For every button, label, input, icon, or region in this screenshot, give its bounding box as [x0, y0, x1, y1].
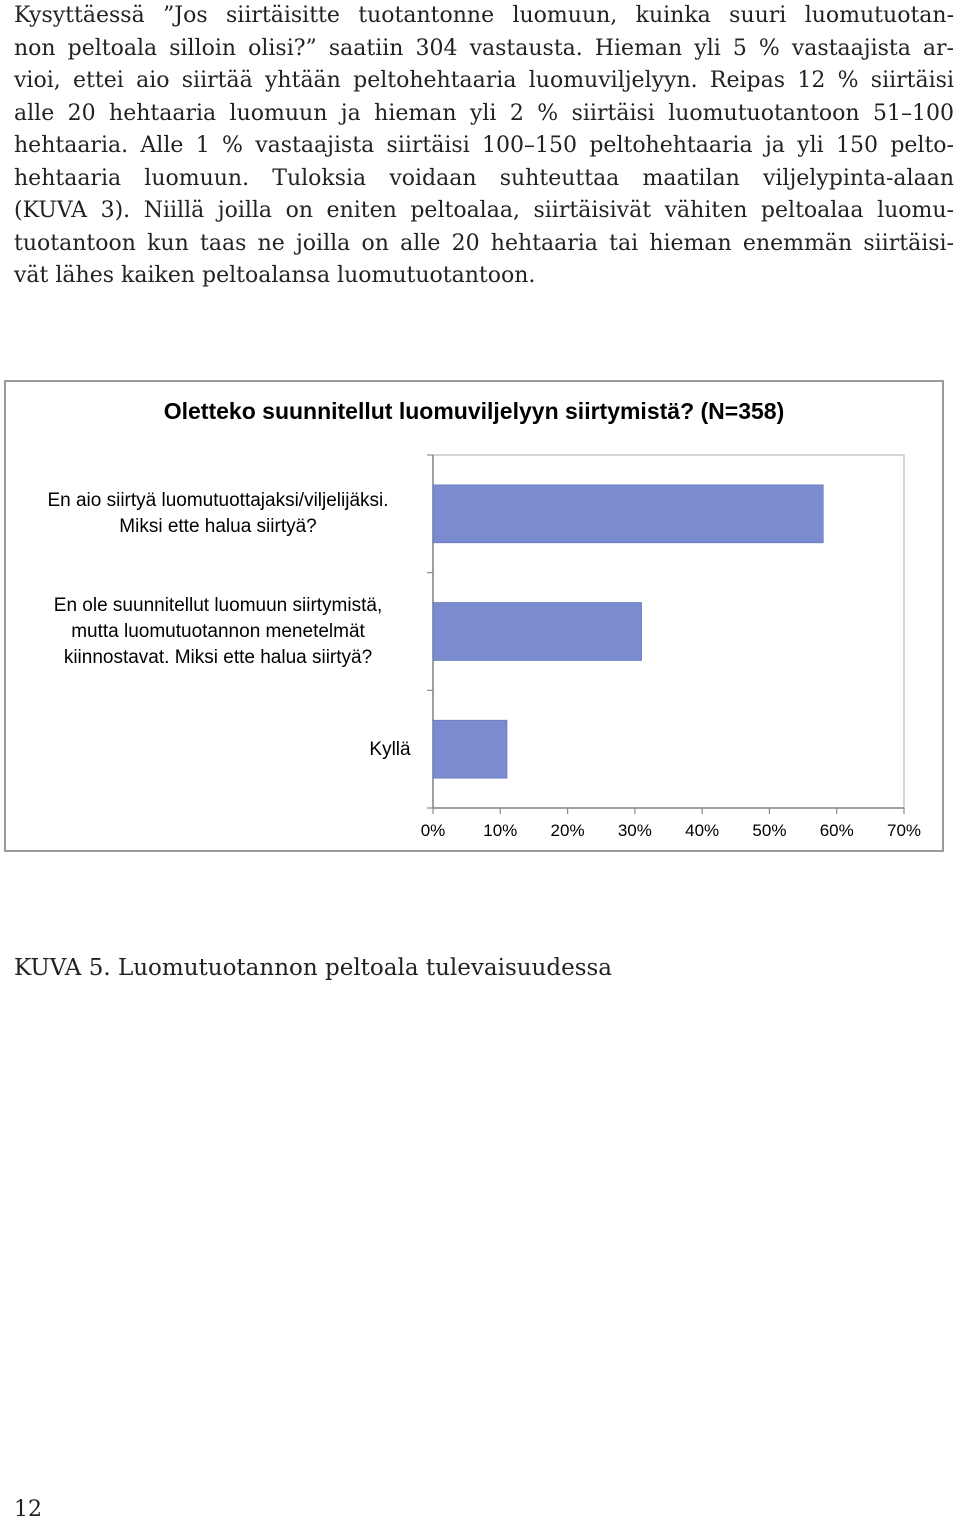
paragraph-line: hehtaaria luomuun. Tuloksia voidaan suhteuttaa maatilan viljelypinta-alaan — [14, 165, 954, 191]
figure-caption: KUVA 5. Luomutuotannon peltoala tulevaisuudessa — [14, 955, 613, 981]
paragraph-line: Kysyttäessä ”Jos siirtäisitte tuotantonne luomuun, kuinka suuri luomutuotan- — [14, 3, 954, 28]
x-tick-label: 10% — [483, 821, 518, 840]
category-label-1: En ole suunnitellut luomuun siirtymistä, mutta luomutuotannon menetelmät kiinnostavat. Miksi ette halua siirtyä? — [53, 595, 383, 668]
bar — [433, 485, 823, 543]
category-label-0: En aio siirtyä luomutuottajaksi/viljelijäksi. Miksi ette halua siirtyä? — [47, 490, 389, 537]
bar — [433, 720, 507, 778]
x-tick-label: 50% — [752, 821, 787, 840]
category-label-2: Kyllä — [369, 739, 411, 760]
paragraph-line: alle 20 hehtaaria luomuun ja hieman yli 2 % siirtäisi luomutuotantoon 51–100 — [14, 100, 954, 126]
x-tick-label: 30% — [617, 821, 652, 840]
chart-title: Oletteko suunnitellut luomuviljelyyn siirtymistä? (N=358) — [163, 398, 785, 424]
page-number: 12 — [14, 1497, 42, 1522]
paragraph-line: hehtaaria. Alle 1 % vastaajista siirtäisi 100–150 peltohehtaaria ja yli 150 pelto- — [14, 133, 954, 158]
bar — [433, 603, 642, 661]
x-tick-label: 0% — [420, 821, 446, 840]
paragraph-line: vioi, ettei aio siirtää yhtään peltohehtaaria luomuviljelyyn. Reipas 12 % siirtäisi — [14, 68, 954, 93]
paragraph-line: (KUVA 3). Niillä joilla on eniten peltoalaa, siirtäisivät vähiten peltoalaa luomu- — [14, 198, 954, 223]
paragraph-line: vät lähes kaiken peltoalansa luomutuotantoon. — [14, 263, 536, 288]
paragraph-line: non peltoala silloin olisi?” saatiin 304 vastausta. Hieman yli 5 % vastaajista ar- — [14, 35, 954, 61]
x-tick-label: 60% — [819, 821, 854, 840]
x-tick-label: 20% — [550, 821, 585, 840]
paragraph-line: tuotantoon kun taas ne joilla on alle 20 hehtaaria tai hieman enemmän siirtäisi- — [14, 230, 954, 256]
x-tick-label: 70% — [886, 821, 922, 840]
x-tick-label: 40% — [685, 821, 720, 840]
